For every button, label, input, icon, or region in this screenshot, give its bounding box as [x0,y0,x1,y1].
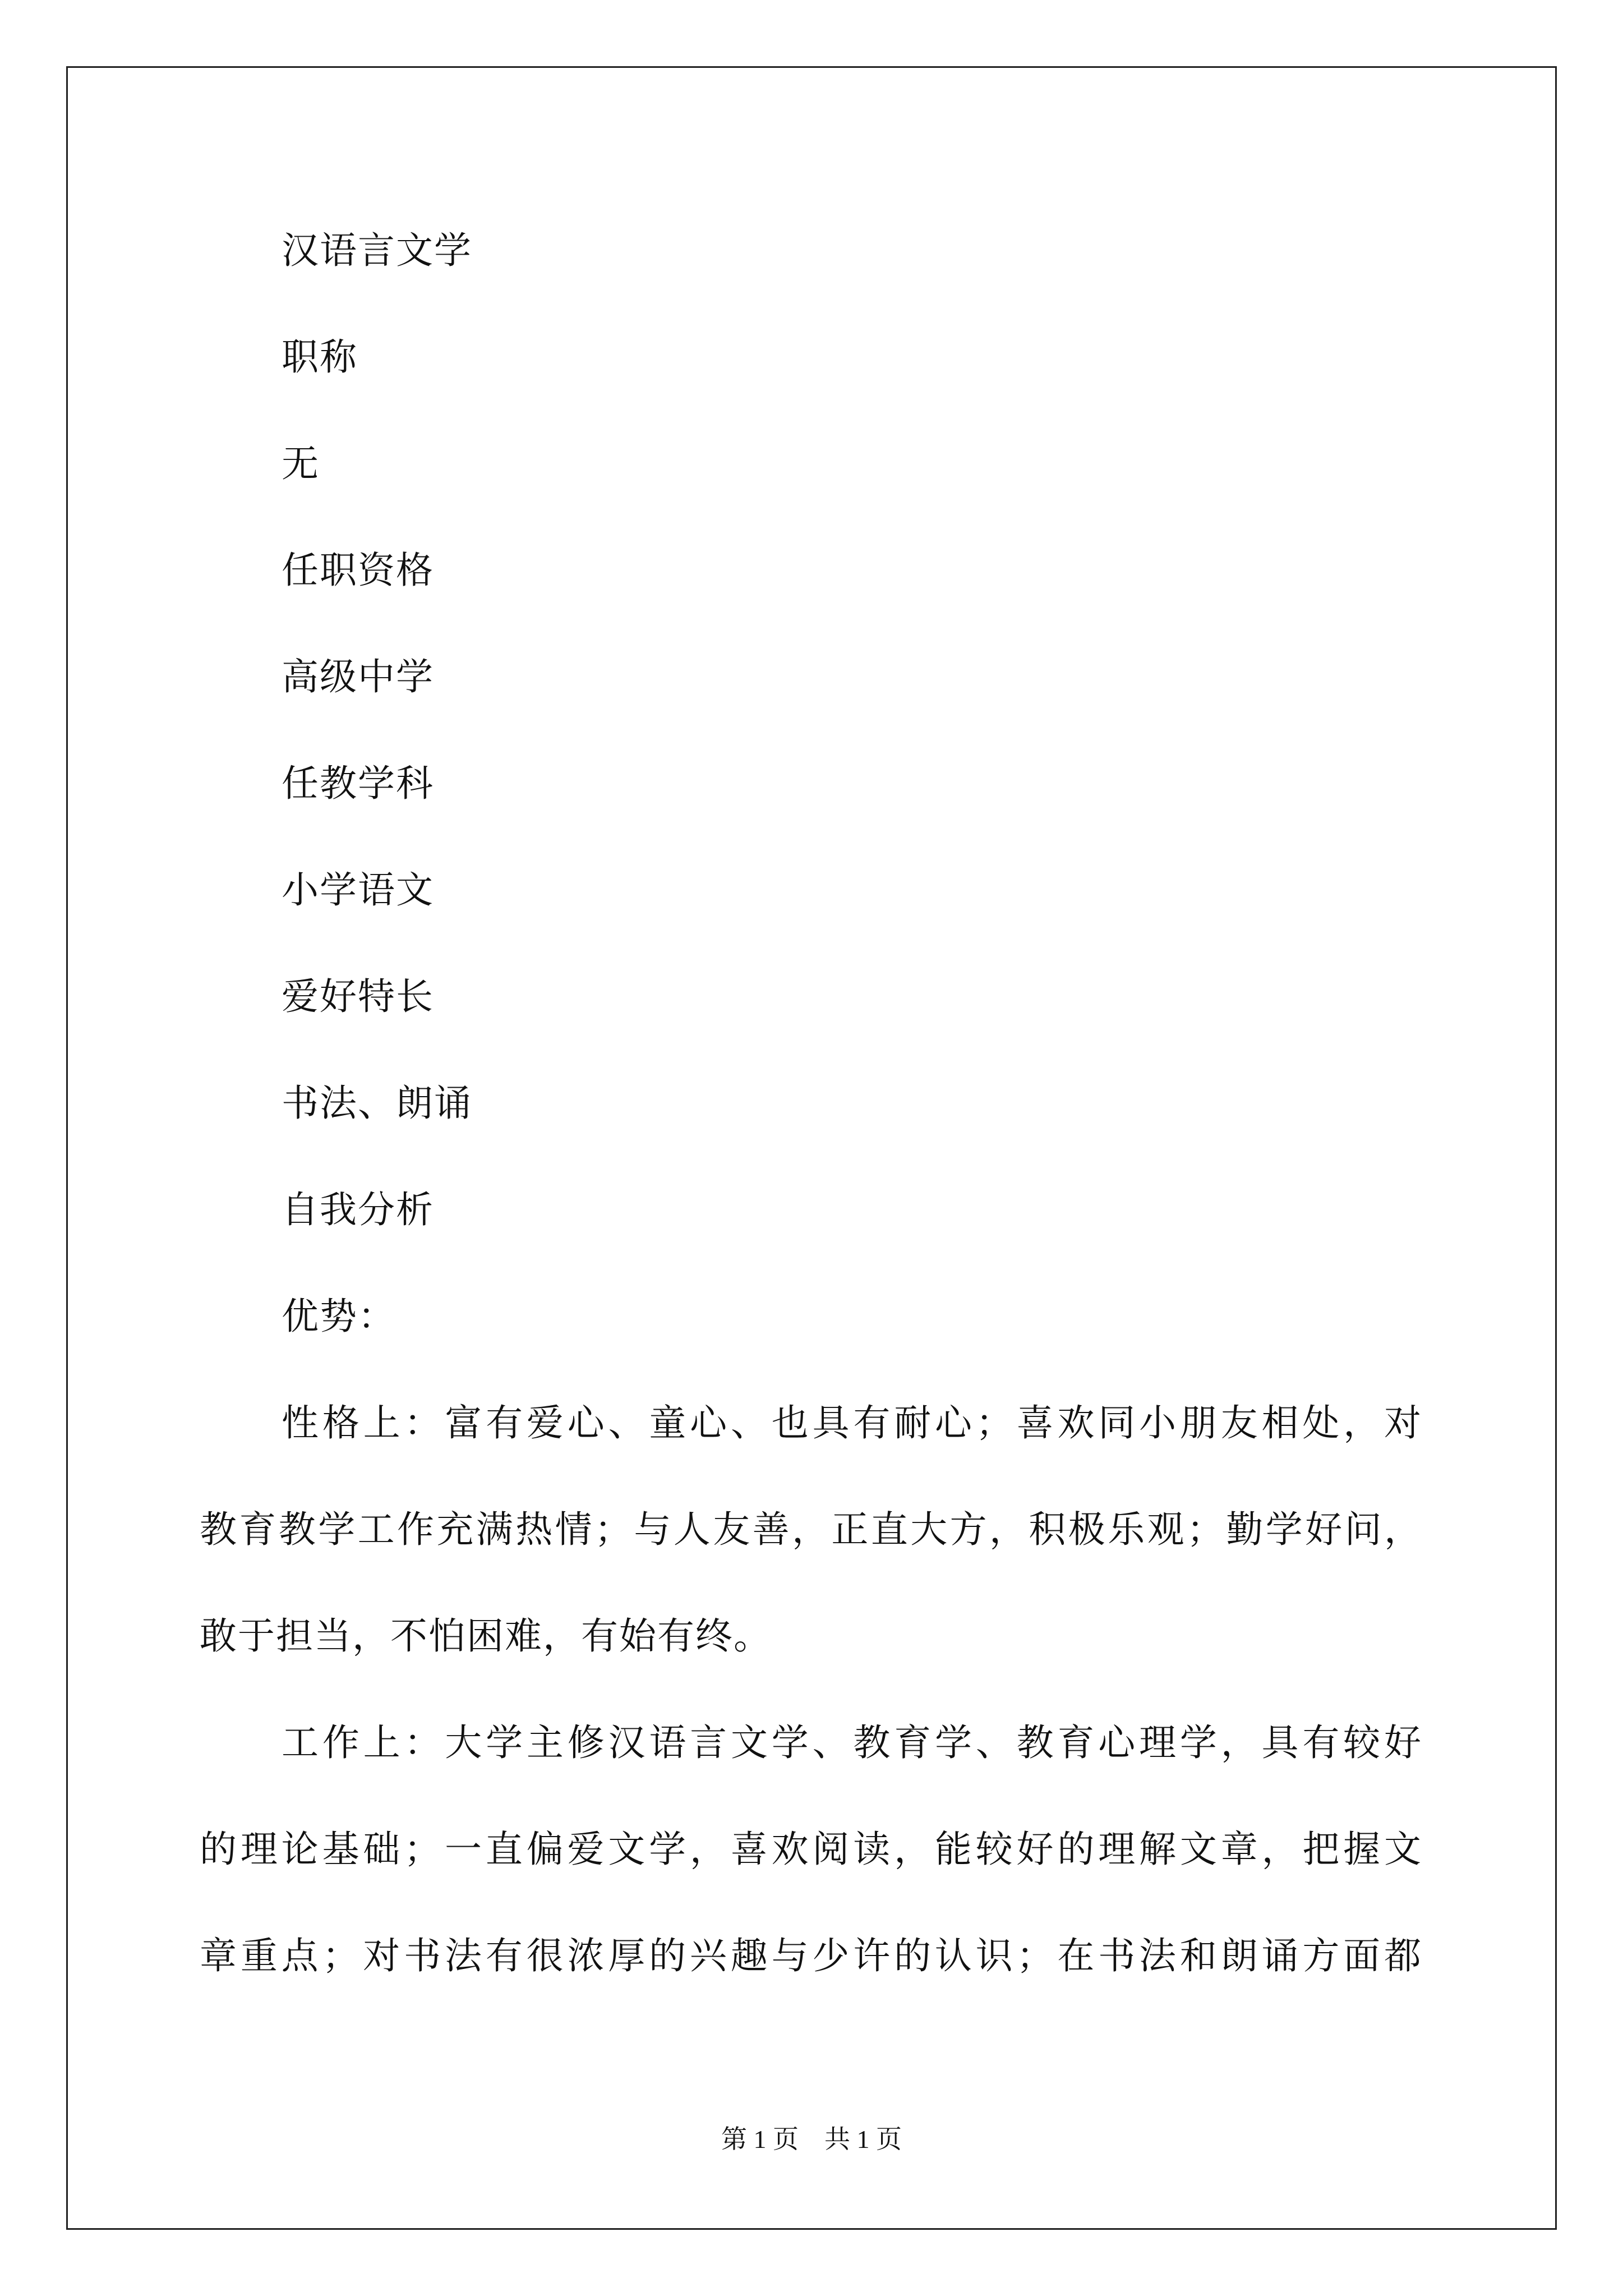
field-qualification-value: 高级中学 [282,655,434,698]
field-major-value: 汉语言文学 [282,229,472,272]
field-subject-label: 任教学科 [282,762,434,805]
personality-paragraph-line: 教育教学工作充满热情；与人友善，正直大方，积极乐观；勤学好问， [200,1508,1422,1551]
field-hobby-label: 爱好特长 [282,975,434,1018]
work-paragraph-line: 章重点；对书法有很浓厚的兴趣与少许的认识；在书法和朗诵方面都 [200,1934,1422,1977]
strengths-heading: 优势： [282,1295,396,1338]
page-border [66,66,1557,2230]
section-self-analysis-heading: 自我分析 [282,1188,434,1231]
personality-paragraph-line: 敢于担当，不怕困难，有始有终。 [200,1614,772,1658]
field-hobby-value: 书法、朗诵 [282,1082,472,1125]
field-title-value: 无 [282,442,320,485]
work-paragraph-line: 的理论基础；一直偏爱文学，喜欢阅读，能较好的理解文章，把握文 [200,1828,1422,1871]
personality-paragraph-line: 性格上：富有爱心、童心、也具有耐心；喜欢同小朋友相处，对 [282,1401,1422,1444]
page-number-footer: 第 1 页 共 1 页 [721,2125,902,2154]
field-title-label: 职称 [282,335,358,379]
work-paragraph-line: 工作上：大学主修汉语言文学、教育学、教育心理学，具有较好 [282,1721,1422,1764]
field-subject-value: 小学语文 [282,868,434,912]
field-qualification-label: 任职资格 [282,549,434,592]
